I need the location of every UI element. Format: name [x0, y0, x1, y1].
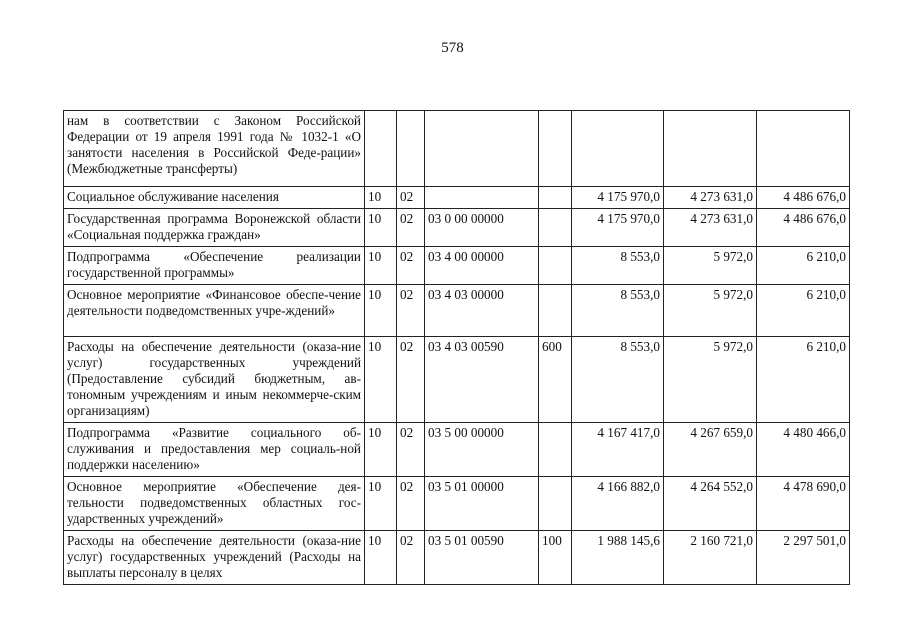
cell-expense-type — [539, 477, 572, 531]
table-row — [64, 111, 850, 187]
cell-target-article: 03 5 01 00590 — [425, 531, 539, 585]
cell-subsection: 02 — [397, 337, 425, 423]
cell-amount-year2: 5 972,0 — [664, 247, 757, 285]
cell-amount-year2 — [664, 111, 757, 187]
cell-target-article: 03 4 03 00000 — [425, 285, 539, 337]
cell-amount-year1: 4 167 417,0 — [572, 423, 664, 477]
cell-amount-year2: 4 273 631,0 — [664, 209, 757, 247]
cell-amount-year2: 2 160 721,0 — [664, 531, 757, 585]
cell-amount-year1: 8 553,0 — [572, 337, 664, 423]
cell-amount-year3: 4 480 466,0 — [757, 423, 850, 477]
cell-amount-year1 — [572, 111, 664, 187]
cell-expense-type: 600 — [539, 337, 572, 423]
cell-amount-year3 — [757, 111, 850, 187]
cell-name: Основное мероприятие «Финансовое обеспе-чение деятельности подведомственных учре-ждений» — [64, 285, 365, 337]
cell-target-article — [425, 111, 539, 187]
cell-subsection: 02 — [397, 285, 425, 337]
cell-section: 10 — [365, 187, 397, 209]
table-row — [64, 187, 850, 209]
cell-section: 10 — [365, 531, 397, 585]
page-number: 578 — [441, 40, 464, 56]
cell-amount-year2: 4 264 552,0 — [664, 477, 757, 531]
cell-section: 10 — [365, 477, 397, 531]
cell-subsection — [397, 111, 425, 187]
cell-target-article: 03 0 00 00000 — [425, 209, 539, 247]
cell-amount-year2: 4 267 659,0 — [664, 423, 757, 477]
cell-name: Социальное обслуживание населения — [64, 187, 365, 209]
cell-amount-year3: 4 478 690,0 — [757, 477, 850, 531]
cell-amount-year3: 6 210,0 — [757, 285, 850, 337]
cell-name: Расходы на обеспечение деятельности (оказа-ние услуг) государственных учреждений (Расходы на выплаты персоналу в целях — [64, 531, 365, 585]
table-row — [64, 247, 850, 285]
cell-target-article: 03 4 03 00590 — [425, 337, 539, 423]
cell-section: 10 — [365, 423, 397, 477]
cell-expense-type — [539, 423, 572, 477]
cell-section: 10 — [365, 285, 397, 337]
cell-amount-year3: 6 210,0 — [757, 247, 850, 285]
table-row — [64, 477, 850, 531]
cell-amount-year2: 4 273 631,0 — [664, 187, 757, 209]
cell-amount-year1: 8 553,0 — [572, 285, 664, 337]
cell-name: Расходы на обеспечение деятельности (оказа-ние услуг) государственных учреждений (Предоставление субсидий бюджетным, ав-тономным учреждениям и иным некоммерче-ским организациям) — [64, 337, 365, 423]
cell-target-article: 03 5 00 00000 — [425, 423, 539, 477]
cell-amount-year2: 5 972,0 — [664, 285, 757, 337]
cell-name: нам в соответствии с Законом Российской Федерации от 19 апреля 1991 года № 1032-1 «О занятости населения в Российской Феде-рации» (Межбюджетные трансферты) — [64, 111, 365, 187]
cell-target-article — [425, 187, 539, 209]
cell-name: Государственная программа Воронежской области «Социальная поддержка граждан» — [64, 209, 365, 247]
cell-amount-year3: 4 486 676,0 — [757, 187, 850, 209]
cell-subsection: 02 — [397, 531, 425, 585]
table-row — [64, 209, 850, 247]
table-row — [64, 337, 850, 423]
cell-amount-year1: 8 553,0 — [572, 247, 664, 285]
cell-amount-year1: 1 988 145,6 — [572, 531, 664, 585]
cell-expense-type — [539, 111, 572, 187]
cell-subsection: 02 — [397, 247, 425, 285]
table-row — [64, 285, 850, 337]
table-row — [64, 423, 850, 477]
cell-amount-year1: 4 175 970,0 — [572, 209, 664, 247]
cell-amount-year1: 4 175 970,0 — [572, 187, 664, 209]
cell-subsection: 02 — [397, 209, 425, 247]
cell-target-article: 03 5 01 00000 — [425, 477, 539, 531]
cell-name: Подпрограмма «Обеспечение реализации государственной программы» — [64, 247, 365, 285]
cell-expense-type — [539, 209, 572, 247]
cell-name: Подпрограмма «Развитие социального об-служивания и предоставления мер социаль-ной поддержки населению» — [64, 423, 365, 477]
budget-table — [63, 110, 850, 585]
cell-target-article: 03 4 00 00000 — [425, 247, 539, 285]
cell-subsection: 02 — [397, 423, 425, 477]
cell-section — [365, 111, 397, 187]
cell-amount-year1: 4 166 882,0 — [572, 477, 664, 531]
cell-amount-year3: 2 297 501,0 — [757, 531, 850, 585]
cell-name: Основное мероприятие «Обеспечение дея-тельности подведомственных областных гос-ударственных учреждений» — [64, 477, 365, 531]
table-row — [64, 531, 850, 585]
cell-expense-type — [539, 187, 572, 209]
cell-expense-type — [539, 247, 572, 285]
cell-amount-year3: 6 210,0 — [757, 337, 850, 423]
cell-amount-year3: 4 486 676,0 — [757, 209, 850, 247]
cell-section: 10 — [365, 209, 397, 247]
cell-section: 10 — [365, 337, 397, 423]
cell-expense-type — [539, 285, 572, 337]
cell-subsection: 02 — [397, 477, 425, 531]
cell-section: 10 — [365, 247, 397, 285]
cell-subsection: 02 — [397, 187, 425, 209]
cell-expense-type: 100 — [539, 531, 572, 585]
cell-amount-year2: 5 972,0 — [664, 337, 757, 423]
